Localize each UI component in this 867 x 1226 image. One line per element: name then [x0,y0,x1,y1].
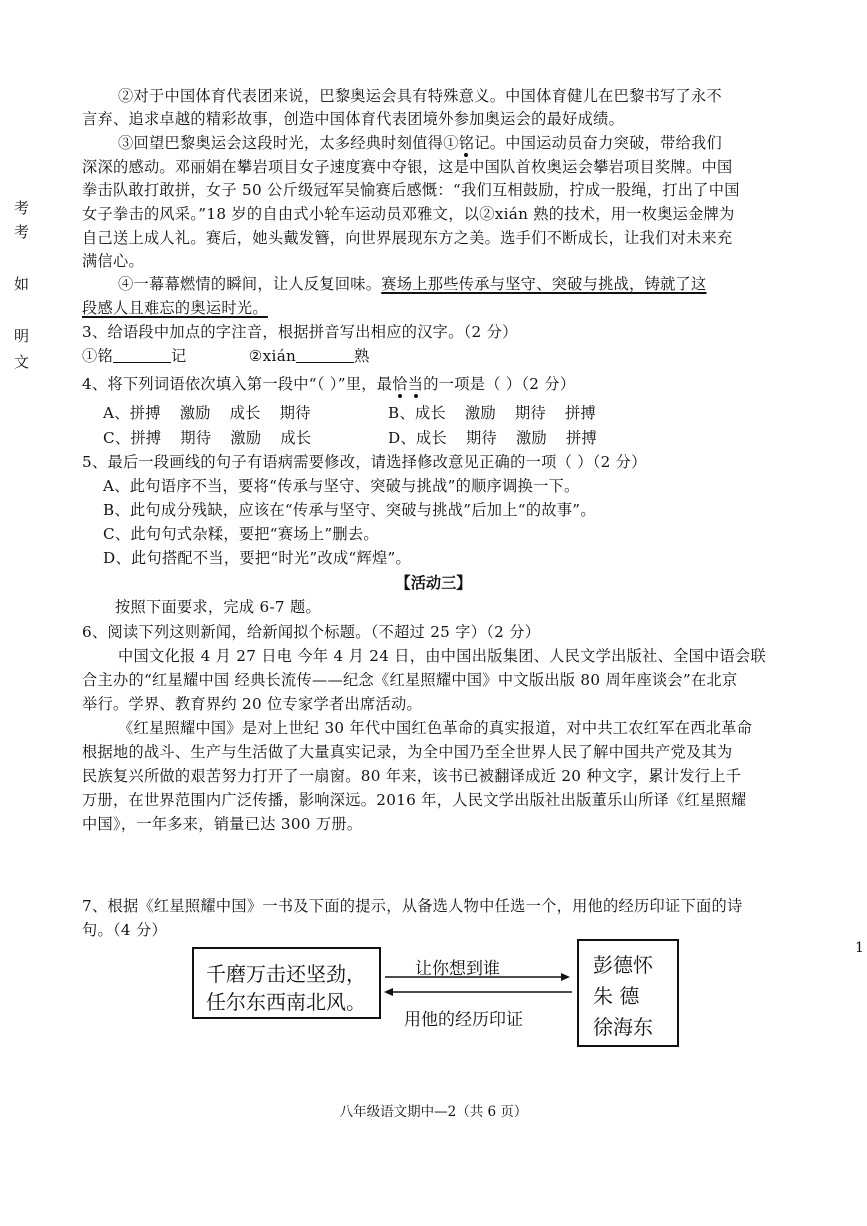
margin-char: 如 [14,275,30,293]
poem-line: 任尔东西南北风。 [206,990,366,1014]
margin-char: 明 [14,327,30,345]
question-4-stem [82,372,575,396]
margin-char: 考 [14,223,30,241]
news-line: 合主办的“红星耀中国 经典长流传——纪念《红星照耀中国》中文版出版 80 周年座谈会”在北京 [82,671,738,689]
passage-text: ④一幕幕燃情的瞬间，让人反复回味。 [118,275,382,293]
candidate-name: 朱 德 [593,984,640,1008]
poem-line: 千磨万击还坚劲， [206,962,366,986]
margin-char: 考 [14,199,30,217]
candidate-name: 彭德怀 [593,953,653,977]
question-5-stem: 5、最后一段画线的句子有语病需要修改，请选择修改意见正确的一项（ ）（2 分） [82,453,647,471]
q4-options-row [103,401,673,425]
question-7-stem: 7、根据《红星照耀中国》一书及下面的提示，从备选人物中任选一个，用他的经历印证下面的诗 [82,897,743,915]
dotted-char: 铭 [458,134,475,152]
underlined-sentence: 赛场上那些传承与坚守、突破与挑战，铸就了这 [381,275,707,293]
news-line: 民族复兴所做的艰苦努力打开了一扇窗。80 年来，该书已被翻译成近 20 种文字，累计发行上千 [82,767,742,785]
question-6-stem: 6、阅读下列这则新闻，给新闻拟个标题。（不超过 25 字）（2 分） [82,623,541,641]
question-3-items [82,344,370,368]
passage-line [118,272,707,296]
news-line: 《红星照耀中国》是对上世纪 30 年代中国红色革命的真实报道，对中共工农红军在西北革命 [118,719,753,737]
news-line: 中国》，一年多来，销量已达 300 万册。 [82,815,363,833]
margin-char: 文 [14,353,30,371]
page-footer: 八年级语文期中—2（共 6 页） [339,1104,528,1120]
q4-option-c[interactable]: C、拼搏 期待 激励 成长 [103,429,312,447]
q5-option-d[interactable]: D、此句搭配不当，要把“时光”改成“辉煌”。 [103,549,412,567]
passage-text: ③回望巴黎奥运会这段时光，太多经典时刻值得① [118,134,459,152]
candidates-box [577,939,679,1047]
passage-line: 拳击队敢打敢拼，女子 50 公斤级冠军吴愉赛后感慨：“我们互相鼓励，拧成一股绳，打出了中国 [82,181,740,199]
news-line: 中国文化报 4 月 27 日电 今年 4 月 24 日，由中国出版集团、人民文学出版社、全国中语会联 [118,647,766,665]
q3-item1: ①铭 [82,347,113,365]
news-line: 举行。学界、教育界约 20 位专家学者出席活动。 [82,695,422,713]
passage-line: 深深的感动。邓丽娟在攀岩项目女子速度赛中夺银，这是中国队首枚奥运会攀岩项目奖牌。中国 [82,158,733,176]
passage-line: ②对于中国体育代表团来说，巴黎奥运会具有特殊意义。中国体育健儿在巴黎书写了永不 [118,87,723,105]
answer-blank[interactable] [113,346,171,363]
candidate-name: 徐海东 [593,1015,653,1039]
underlined-sentence: 段感人且难忘的奥运时光。 [82,299,268,317]
bidirectional-arrows [380,970,576,1000]
q3-item2: ②xián [248,347,297,365]
q3-item2-tail: 熟 [354,347,370,365]
q5-option-c[interactable]: C、此句句式杂糅，要把“赛场上”删去。 [103,525,379,543]
passage-line [118,131,722,155]
passage-line: 满信心。 [82,252,144,270]
passage-line [82,296,268,320]
passage-text: 记。中国运动员奋力突破，带给我们 [474,134,723,152]
q5-option-b[interactable]: B、此句成分残缺，应该在“传承与坚守、突破与挑战”后加上“的故事”。 [103,501,596,519]
left-arrowhead [384,988,393,996]
poem-box [192,947,381,1019]
news-line: 万册，在世界范围内广泛传播，影响深远。2016 年，人民文学出版社出版董乐山所译《红星照耀 [82,791,747,809]
edge-mark: 1 [855,940,864,956]
question-7-stem: 句。（4 分） [82,921,167,939]
q4-option-d[interactable]: D、成长 期待 激励 拼搏 [388,429,597,447]
activity-3-instruction: 按照下面要求，完成 6-7 题。 [115,598,321,616]
arrow-top-label: 让你想到谁 [415,959,500,979]
q4-stem-text: 4、将下列词语依次填入第一段中“（ ）”里，最 [82,375,393,393]
q5-option-a[interactable]: A、此句语序不当，要将“传承与坚守、突破与挑战”的顺序调换一下。 [103,477,580,495]
q4-option-b[interactable]: B、成长 激励 期待 拼搏 [388,404,596,422]
arrow-bottom-label: 用他的经历印证 [404,1010,523,1030]
news-line: 根据地的战斗、生产与生活做了大量真实记录，为全中国乃至全世界人民了解中国共产党及其为 [82,743,733,761]
dotted-char: 当 [407,375,424,393]
passage-line: 女子拳击的风采。”18 岁的自由式小轮车运动员邓雅文，以②xián 熟的技术，用一枚奥运金牌为 [82,205,735,223]
q4-option-a[interactable]: A、拼搏 激励 成长 期待 [103,404,311,422]
right-arrowhead [561,973,570,981]
q4-stem-text: 的一项是（ ）（2 分） [423,375,576,393]
passage-line: 自己送上成人礼。赛后，她头戴发簪，向世界展现东方之美。选手们不断成长，让我们对未来充 [82,229,733,247]
passage-line: 言弃、追求卓越的精彩故事，创造中国体育代表团境外参加奥运会的最好成绩。 [82,110,625,128]
q4-options-row [103,426,673,450]
question-3-stem: 3、给语段中加点的字注音，根据拼音写出相应的汉字。（2 分） [82,323,518,341]
dotted-char: 恰 [392,375,408,393]
answer-blank[interactable] [296,346,354,363]
q3-item1-tail: 记 [170,347,187,365]
activity-3-title: 【活动三】 [395,574,472,592]
